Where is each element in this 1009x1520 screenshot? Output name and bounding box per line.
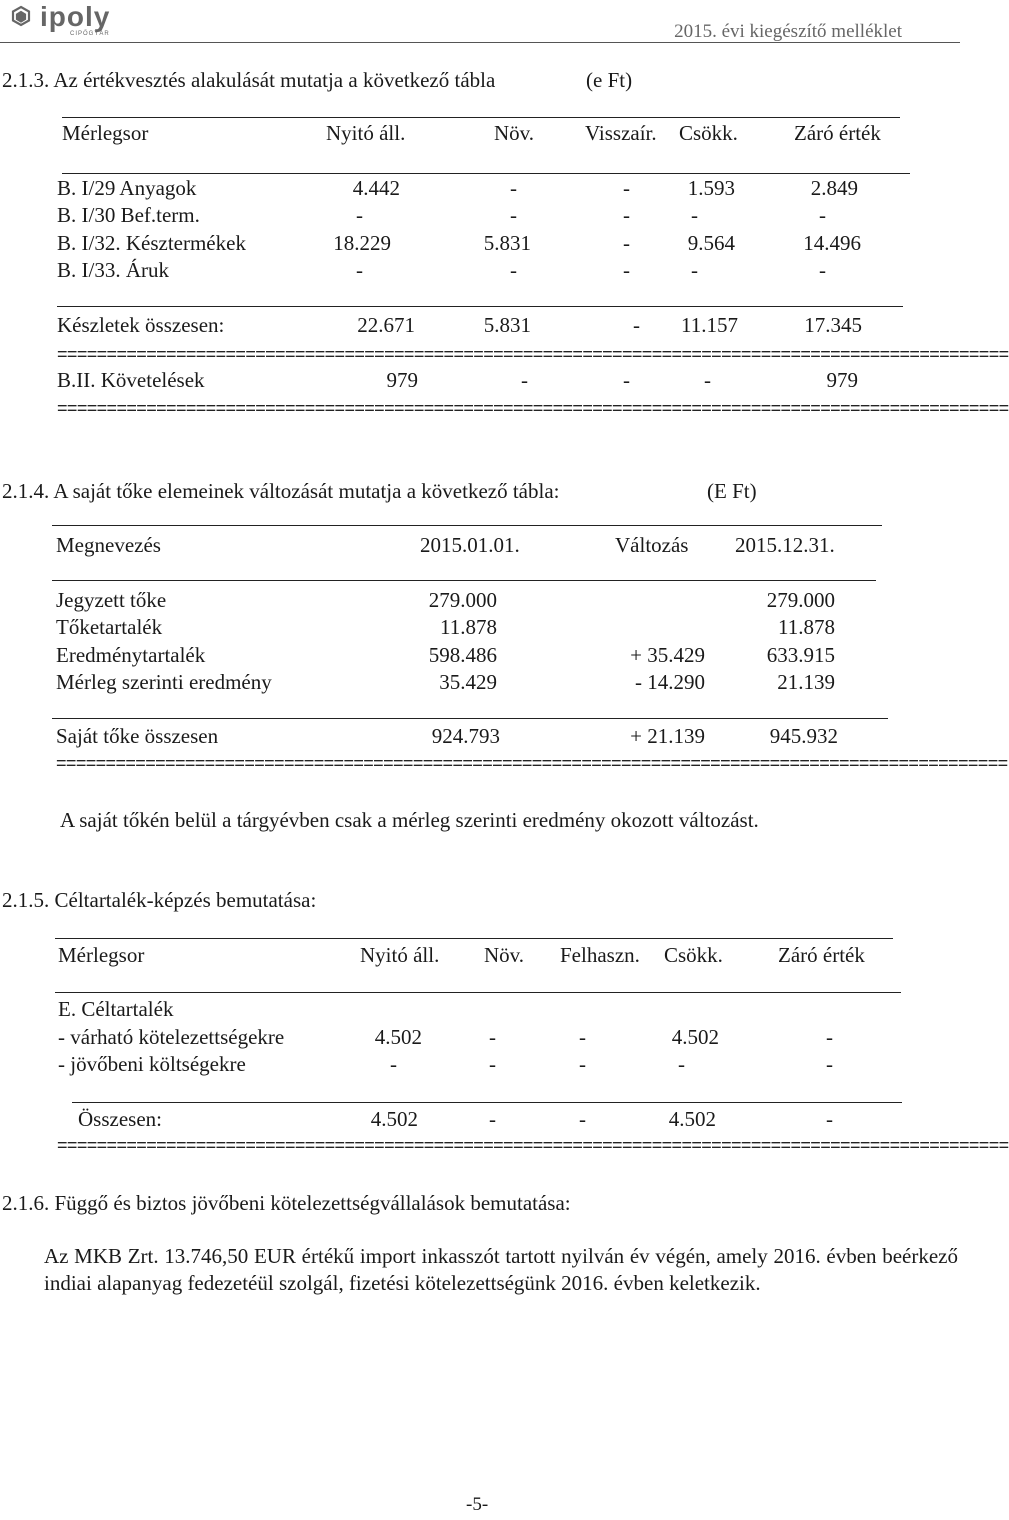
cell: - <box>489 1025 496 1049</box>
cell: 17.345 <box>804 313 862 337</box>
row-label: Összesen: <box>78 1107 162 1131</box>
table-rule <box>62 173 910 174</box>
col-header: Nyitó áll. <box>360 943 440 967</box>
cell: 9.564 <box>687 231 735 255</box>
cell: 35.429 <box>439 670 497 694</box>
col-header: Változás <box>615 533 689 557</box>
cell: + 21.139 <box>630 724 705 748</box>
table-rule <box>57 306 903 307</box>
section-216-title: 2.1.6. Függő és biztos jövőbeni kötelezettségvállalások bemutatása: <box>2 1191 571 1215</box>
row-label: - jövőbeni költségekre <box>58 1052 246 1076</box>
row-label: - várható kötelezettségekre <box>58 1025 285 1049</box>
cell: 4.502 <box>374 1025 422 1049</box>
cell: - <box>623 176 630 200</box>
col-header: 2015.01.01. <box>420 533 520 557</box>
table-rule <box>62 117 900 118</box>
row-label: B. I/32. Késztermékek <box>57 231 246 255</box>
cell: 4.442 <box>352 176 400 200</box>
double-rule: ================================================================================================ <box>57 1135 1009 1155</box>
cell: 22.671 <box>357 313 415 337</box>
cell: 279.000 <box>766 588 835 612</box>
table-rule <box>55 992 901 993</box>
row-label: B. I/30 Bef.term. <box>57 203 200 227</box>
company-logo <box>8 3 148 39</box>
cell: - <box>390 1052 397 1076</box>
cell: 18.229 <box>333 231 391 255</box>
document-title: 2015. évi kiegészítő melléklet <box>674 21 902 42</box>
cell: - <box>623 368 630 392</box>
cell: - <box>510 176 517 200</box>
double-rule: ================================================================================================ <box>56 753 1008 773</box>
section-213-unit: (e Ft) <box>586 68 633 92</box>
cell: - <box>579 1052 586 1076</box>
double-rule: ================================================================================================ <box>57 344 1009 364</box>
row-label: Tőketartalék <box>56 615 163 639</box>
row-label: Készletek összesen: <box>57 313 225 337</box>
cell: - <box>819 203 826 227</box>
cell: 5.831 <box>483 313 531 337</box>
cell: - <box>356 203 363 227</box>
col-header: 2015.12.31. <box>735 533 835 557</box>
header-rule <box>0 42 960 43</box>
row-label: Saját tőke összesen <box>56 724 219 748</box>
cell: 5.831 <box>483 231 531 255</box>
col-header: Mérlegsor <box>58 943 145 967</box>
equity-note: A saját tőkén belül a tárgyévben csak a mérleg szerinti eredmény okozott változást. <box>60 808 759 832</box>
cell: - <box>633 313 640 337</box>
cell: 279.000 <box>428 588 497 612</box>
group-label: E. Céltartalék <box>58 997 174 1021</box>
col-header: Felhaszn. <box>560 943 640 967</box>
table-rule <box>52 580 876 581</box>
cell: 945.932 <box>769 724 838 748</box>
row-label: Mérleg szerinti eredmény <box>56 670 272 694</box>
row-label: B. I/29 Anyagok <box>57 176 197 200</box>
commitment-paragraph: Az MKB Zrt. 13.746,50 EUR értékű import inkasszót tartott nyilván év végén, amely 2016. évben beérkező indiai alapanyag fedezetéül szolgál, fizetési kötelezettségünk 2016. évben keletkezik. <box>44 1244 958 1295</box>
page-number: -5- <box>466 1494 489 1515</box>
section-215-title: 2.1.5. Céltartalék-képzés bemutatása: <box>2 888 317 912</box>
logo-subtext: CIPŐGYÁR <box>70 31 110 37</box>
cell: 11.878 <box>778 615 835 639</box>
cell: - <box>819 258 826 282</box>
cell: - <box>623 203 630 227</box>
cell: - <box>704 368 711 392</box>
col-header: Visszaír. <box>585 121 657 145</box>
cell: 633.915 <box>766 643 835 667</box>
cell: - <box>489 1107 496 1131</box>
table-rule <box>52 718 888 719</box>
cell: 598.486 <box>428 643 497 667</box>
cell: - <box>678 1052 685 1076</box>
table-rule <box>52 525 882 526</box>
col-header: Csökk. <box>679 121 738 145</box>
cell: - <box>691 203 698 227</box>
section-213-title: 2.1.3. Az értékvesztés alakulását mutatja a következő tábla <box>2 68 496 92</box>
col-header: Növ. <box>494 121 535 145</box>
row-label: Eredménytartalék <box>56 643 206 667</box>
row-label: B. I/33. Áruk <box>57 258 169 282</box>
col-header: Mérlegsor <box>62 121 149 145</box>
cell: 4.502 <box>671 1025 719 1049</box>
cell: - <box>510 258 517 282</box>
col-header: Záró érték <box>794 121 881 145</box>
cell: 1.593 <box>687 176 735 200</box>
col-header: Növ. <box>484 943 525 967</box>
double-rule: ================================================================================================ <box>57 398 1009 418</box>
cell: - <box>521 368 528 392</box>
logo-mark-icon <box>8 5 34 31</box>
cell: - <box>826 1107 833 1131</box>
cell: - <box>510 203 517 227</box>
cell: 14.496 <box>803 231 861 255</box>
cell: - 14.290 <box>635 670 705 694</box>
cell: - <box>826 1025 833 1049</box>
cell: - <box>623 231 630 255</box>
col-header: Megnevezés <box>56 533 161 557</box>
cell: 4.502 <box>370 1107 418 1131</box>
cell: 979 <box>826 368 858 392</box>
cell: - <box>691 258 698 282</box>
cell: 2.849 <box>810 176 858 200</box>
section-214-unit: (E Ft) <box>707 479 757 503</box>
row-label: B.II. Követelések <box>57 368 205 392</box>
table-rule <box>55 938 893 939</box>
cell: 979 <box>386 368 418 392</box>
cell: 4.502 <box>668 1107 716 1131</box>
table-rule <box>72 1102 902 1103</box>
cell: 11.157 <box>681 313 738 337</box>
cell: + 35.429 <box>630 643 705 667</box>
col-header: Záró érték <box>778 943 865 967</box>
cell: - <box>579 1107 586 1131</box>
cell: - <box>623 258 630 282</box>
cell: 21.139 <box>777 670 835 694</box>
col-header: Nyitó áll. <box>326 121 406 145</box>
col-header: Csökk. <box>664 943 723 967</box>
cell: - <box>579 1025 586 1049</box>
cell: - <box>356 258 363 282</box>
cell: - <box>826 1052 833 1076</box>
cell: - <box>489 1052 496 1076</box>
logo-text: ipoly <box>40 1 111 32</box>
cell: 924.793 <box>431 724 500 748</box>
cell: 11.878 <box>440 615 497 639</box>
row-label: Jegyzett tőke <box>56 588 167 612</box>
section-214-title: 2.1.4. A saját tőke elemeinek változását mutatja a következő tábla: <box>2 479 560 503</box>
